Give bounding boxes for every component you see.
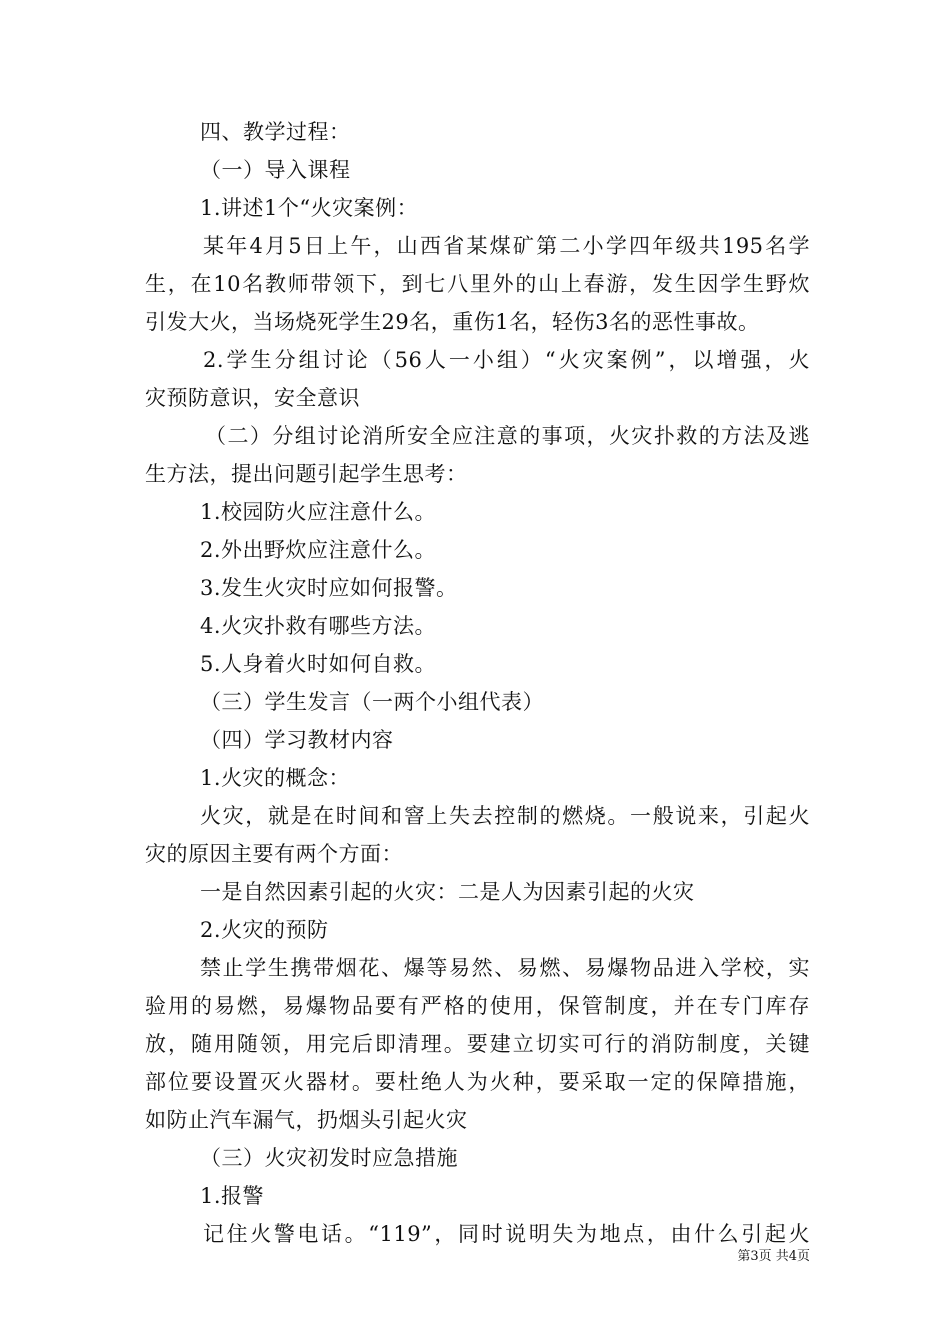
subsection-heading: （一）导入课程 [200, 158, 351, 182]
paragraph-line: 某年4月5日上午，山西省某煤矿第二小学四年级共195名学 [203, 234, 810, 258]
list-item: 1.校园防火应注意什么。 [200, 500, 437, 524]
paragraph-line: 火灾，就是在时间和窨上失去控制的燃烧。一般说来，引起火 [200, 804, 810, 828]
paragraph-line: 如防止汽车漏气，扔烟头引起火灾 [145, 1108, 468, 1132]
list-item: 4.火灾扑救有哪些方法。 [200, 614, 437, 638]
list-item: 3.发生火灾时应如何报警。 [200, 576, 458, 600]
paragraph-line: 2.学生分组讨论（56人一小组）“火灾案例”，以增强，火 [203, 348, 810, 372]
paragraph-line: 灾的原因主要有两个方面： [145, 842, 403, 866]
paragraph-line: 生，在10名教师带领下，到七八里外的山上春游，发生因学生野炊 [145, 272, 810, 296]
paragraph-line: 记住火警电话。“119”，同时说明失为地点，由什么引起火 [203, 1222, 810, 1246]
section-heading: 四、教学过程： [200, 120, 351, 144]
text-line: 1.报警 [200, 1184, 265, 1208]
paragraph-line: 禁止学生携带烟花、爆等易然、易燃、易爆物品进入学校，实 [200, 956, 810, 980]
paragraph-line: 一是自然因素引起的火灾：二是人为因素引起的火灾 [200, 880, 695, 904]
text-line: 1.火灾的概念： [200, 766, 351, 790]
text-line: 2.火灾的预防 [200, 918, 329, 942]
paragraph-line: 引发大火，当场烧死学生29名，重伤1名，轻伤3名的恶性事故。 [145, 310, 760, 334]
subsection-heading: （二）分组讨论消所安全应注意的事项，火灾扑救的方法及逃 [205, 424, 810, 448]
text-line: 1.讲述1个“火灾案例： [200, 196, 419, 220]
paragraph-line: 生方法，提出问题引起学生思考： [145, 462, 468, 486]
page-number: 第3页 共4页 [737, 1249, 810, 1264]
paragraph-line: 部位要设置灭火器材。要杜绝人为火种，要采取一定的保障措施， [145, 1070, 810, 1094]
subsection-heading: （三）火灾初发时应急措施 [200, 1146, 458, 1170]
paragraph-line: 放，随用随领，用完后即清理。要建立切实可行的消防制度，关键 [145, 1032, 810, 1056]
subsection-heading: （四）学习教材内容 [200, 728, 394, 752]
subsection-heading: （三）学生发言（一两个小组代表） [200, 690, 544, 714]
list-item: 5.人身着火时如何自救。 [200, 652, 437, 676]
paragraph-line: 灾预防意识，安全意识 [145, 386, 360, 410]
paragraph-line: 验用的易燃，易爆物品要有严格的使用，保管制度，并在专门库存 [145, 994, 810, 1018]
list-item: 2.外出野炊应注意什么。 [200, 538, 437, 562]
